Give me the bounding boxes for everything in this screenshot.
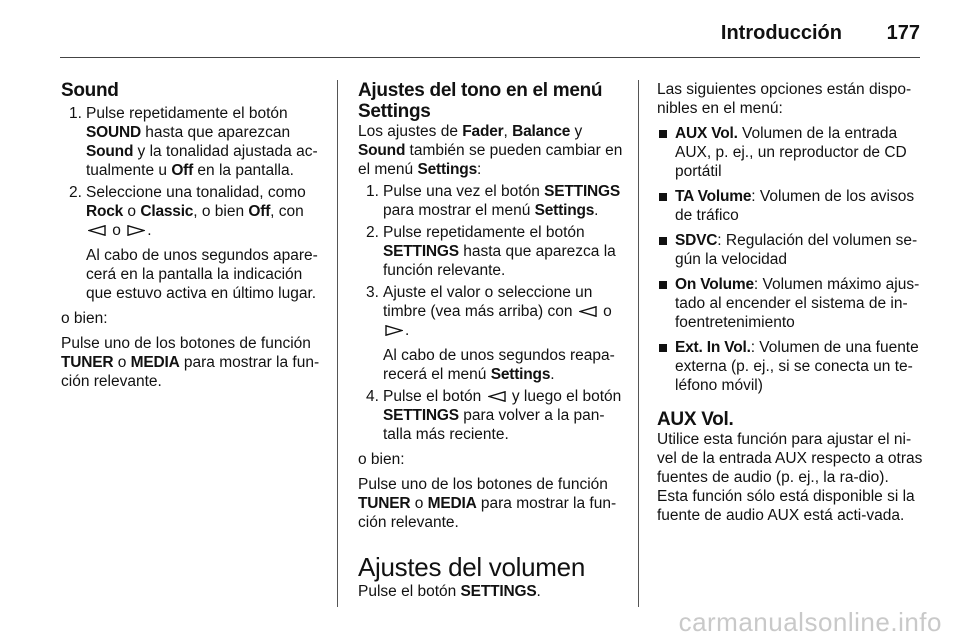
intro-paragraph: [358, 122, 626, 179]
keyword: AUX Vol.: [675, 125, 738, 142]
list-item: [657, 231, 923, 269]
step-number: 2.: [69, 184, 82, 201]
steps-list: [61, 104, 327, 303]
text: o: [123, 203, 141, 220]
text: Pulse el botón: [383, 388, 486, 405]
or-label: o bien:: [358, 451, 405, 468]
step-number: 1.: [366, 183, 379, 200]
text: .: [405, 322, 410, 339]
bullet-icon: [659, 344, 667, 352]
section-heading-volume: Ajustes del volumen: [358, 552, 585, 582]
options-intro: Las siguientes opciones están dispo-nibles en el menú:: [657, 81, 912, 117]
text: y luego el botón: [507, 388, 622, 405]
text: para volver a la pan-talla más reciente.: [383, 407, 605, 443]
list-item: [61, 104, 327, 180]
text: y la tonalidad ajustada ac-tualmente u: [86, 143, 318, 179]
keyword: SETTINGS: [383, 407, 459, 424]
text: .: [536, 583, 541, 600]
text: Seleccione una tonalidad, como: [86, 184, 306, 201]
options-list: [657, 124, 923, 395]
text: para mostrar el menú: [383, 202, 535, 219]
list-item: [657, 338, 923, 395]
keyword: Settings: [490, 366, 551, 383]
keyword: Sound: [86, 143, 134, 160]
list-item: [358, 283, 626, 384]
text: o: [113, 354, 131, 371]
text: hasta que aparezcan: [140, 124, 291, 141]
keyword: SETTINGS: [383, 243, 459, 260]
text: : Volumen de una fuente externa (p. ej., si se conecta un te-léfono móvil): [675, 339, 919, 394]
text: : Volumen máximo ajus-tado al encender el sistema de in-foentretenimiento: [675, 276, 920, 331]
page-number: 177: [886, 22, 920, 44]
keyword: On Volume: [675, 276, 754, 293]
text: o: [108, 222, 126, 239]
bullet-icon: [659, 130, 667, 138]
column-2: [358, 80, 626, 601]
text: o: [410, 495, 428, 512]
keyword: Fader: [462, 123, 504, 140]
column-1: [61, 80, 327, 391]
text: Volumen de la entrada AUX, p. ej., un reproductor de CD portátil: [675, 125, 907, 180]
step-number: 4.: [366, 388, 379, 405]
keyword: Off: [248, 203, 271, 220]
keyword: Classic: [140, 203, 194, 220]
alt-paragraph: [358, 475, 626, 532]
bullet-icon: [659, 237, 667, 245]
volume-paragraph: [358, 582, 626, 601]
triangle-right-icon: [127, 225, 145, 236]
keyword: MEDIA: [130, 354, 180, 371]
text: o: [598, 303, 612, 320]
page-header: [0, 0, 960, 62]
list-item: [657, 124, 923, 181]
bullet-icon: [659, 281, 667, 289]
text: Pulse una vez el botón: [383, 183, 545, 200]
list-item: [657, 187, 923, 225]
list-item: [657, 275, 923, 332]
text: también se pueden cambiar en el menú: [358, 142, 623, 178]
keyword: Rock: [86, 203, 124, 220]
text: Ajuste el valor o seleccione un timbre (vea más arriba) con: [383, 284, 593, 320]
triangle-left-icon: [88, 225, 106, 236]
triangle-right-icon: [385, 325, 403, 336]
text: ,: [503, 123, 513, 140]
text: y: [570, 123, 583, 140]
keyword: SETTINGS: [460, 583, 537, 600]
keyword: TUNER: [358, 495, 411, 512]
text: Pulse uno de los botones de función: [61, 335, 311, 352]
keyword: TA Volume: [675, 188, 752, 205]
section-heading-sound: Sound: [61, 80, 119, 101]
section-heading-aux: AUX Vol.: [657, 409, 734, 430]
watermark: carmanualsonline.info: [678, 607, 942, 637]
column-divider: [638, 80, 639, 607]
steps-list: [358, 182, 626, 444]
text: para mostrar la fun-ción relevante.: [358, 495, 617, 531]
step-number: 1.: [69, 105, 82, 122]
text: : Regulación del volumen se-gún la velocidad: [675, 232, 918, 268]
text: Pulse el botón: [358, 583, 461, 600]
triangle-left-icon: [488, 391, 506, 402]
keyword: SDVC: [675, 232, 718, 249]
bullet-icon: [659, 193, 667, 201]
list-item: [61, 183, 327, 303]
section-heading-settings: Ajustes del tono en el menú Settings: [358, 80, 603, 122]
text: en la pantalla.: [193, 162, 294, 179]
column-3: [657, 80, 923, 525]
text: Pulse repetidamente el botón: [86, 105, 288, 122]
step-number: 2.: [366, 224, 379, 241]
text: para mostrar la fun-ción relevante.: [61, 354, 320, 390]
text: , o bien: [193, 203, 249, 220]
page-title: Introducción: [720, 22, 842, 44]
keyword: Off: [171, 162, 194, 179]
text: Los ajustes de: [358, 123, 463, 140]
keyword: Ext. In Vol.: [675, 339, 751, 356]
text: : Volumen de los avisos de tráfico: [675, 188, 915, 224]
or-label: o bien:: [61, 310, 108, 327]
triangle-left-icon: [579, 306, 597, 317]
text: Al cabo de unos segundos reapa-recerá el menú: [383, 347, 615, 383]
text: :: [477, 161, 482, 178]
list-item: [358, 387, 626, 444]
list-item: [358, 182, 626, 220]
keyword: MEDIA: [427, 495, 477, 512]
text: , con: [270, 203, 304, 220]
text: Pulse uno de los botones de función: [358, 476, 608, 493]
step-note: [383, 346, 626, 384]
column-divider: [337, 80, 338, 607]
keyword: Balance: [512, 123, 571, 140]
step-note: Al cabo de unos segundos apare-cerá en la pantalla la indicación que estuvo activa en último lugar.: [86, 247, 318, 302]
keyword: TUNER: [61, 354, 114, 371]
keyword: SETTINGS: [544, 183, 621, 200]
text: Pulse repetidamente el botón: [383, 224, 585, 241]
header-rule: [60, 57, 920, 58]
text: hasta que aparezca la función relevante.: [383, 243, 616, 279]
keyword: SOUND: [86, 124, 141, 141]
keyword: Settings: [534, 202, 595, 219]
keyword: Settings: [417, 161, 477, 178]
text: .: [147, 222, 152, 239]
step-number: 3.: [366, 284, 379, 301]
aux-paragraph: Utilice esta función para ajustar el ni-vel de la entrada AUX respecto a otras fuentes de audio (p. ej., la ra-dio). Esta función sólo está disponible si la fuente de audio AUX está acti-vada.: [657, 431, 923, 524]
text: .: [594, 202, 599, 219]
alt-paragraph: [61, 334, 327, 391]
keyword: Sound: [358, 142, 406, 159]
list-item: [358, 223, 626, 280]
text: .: [550, 366, 555, 383]
